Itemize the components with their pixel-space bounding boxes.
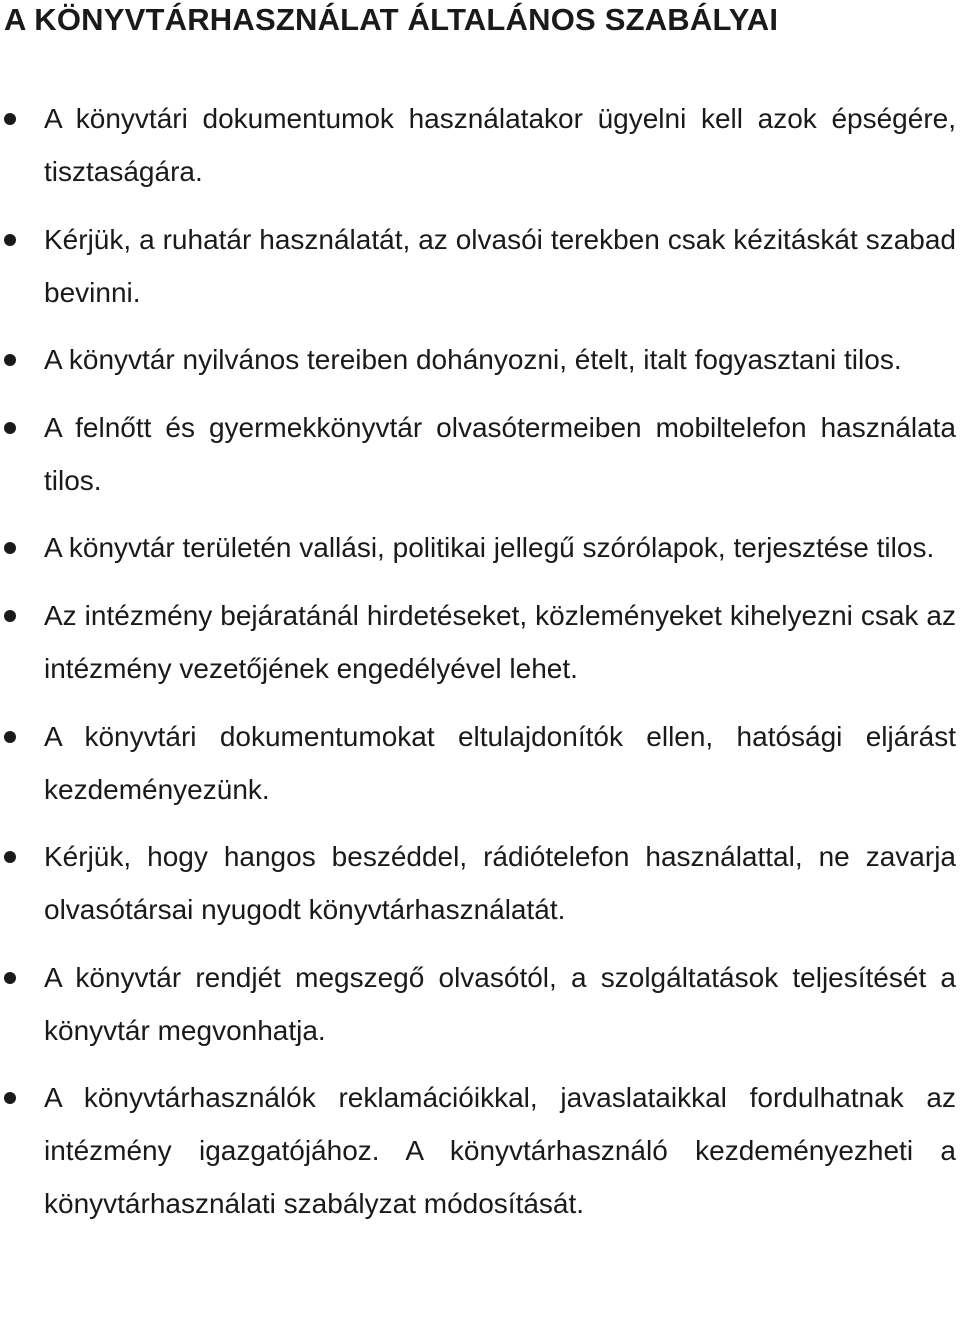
rule-text: A könyvtárhasználók reklamációikkal, javaslataikkal fordulhatnak az intézmény igazgatójához. A könyvtárhasználó kezdeményezheti a könyvtárhasználati szabályzat módosítását. [44, 1082, 956, 1220]
rule-text: A könyvtári dokumentumok használatakor ügyelni kell azok épségére, tisztaságára. [44, 103, 956, 187]
bullet-icon [4, 234, 16, 246]
rule-item [0, 92, 960, 198]
bullet-icon [4, 113, 16, 125]
rule-item [0, 830, 960, 936]
rule-item [0, 710, 960, 816]
rule-item [0, 521, 960, 574]
rule-text: Kérjük, hogy hangos beszéddel, rádiótelefon használattal, ne zavarja olvasótársai nyugodt könyvtárhasználatát. [44, 841, 956, 926]
bullet-icon [4, 422, 16, 434]
bullet-icon [4, 972, 16, 984]
rule-text: A könyvtár területén vallási, politikai jellegű szórólapok, terjesztése tilos. [44, 532, 935, 564]
rule-text: A könyvtári dokumentumokat eltulajdonítók ellen, hatósági eljárást kezdeményezünk. [44, 720, 956, 805]
rule-item [0, 333, 960, 386]
rule-item [0, 401, 960, 507]
rule-text: A könyvtár nyilvános tereiben dohányozni, ételt, italt fogyasztani tilos. [44, 344, 902, 376]
rule-item [0, 589, 960, 695]
bullet-icon [4, 542, 16, 554]
rule-item [0, 951, 960, 1057]
bullet-icon [4, 610, 16, 622]
rule-item [0, 213, 960, 319]
rule-text: A könyvtár rendjét megszegő olvasótól, a szolgáltatások teljesítését a könyvtár megvonhatja. [44, 961, 956, 1046]
rule-text: A felnőtt és gyermekkönyvtár olvasótermeiben mobiltelefon használata tilos. [44, 411, 956, 496]
bullet-icon [4, 731, 16, 743]
bullet-icon [4, 354, 16, 366]
rule-text: Az intézmény bejáratánál hirdetéseket, közleményeket kihelyezni csak az intézmény vezetőjének engedélyével lehet. [44, 599, 956, 684]
rule-text: Kérjük, a ruhatár használatát, az olvasói terekben csak kézitáskát szabad bevinni. [44, 223, 956, 308]
bullet-icon [4, 851, 16, 863]
rules-list [0, 92, 960, 1245]
document-title: A KÖNYVTÁRHASZNÁLAT ÁLTALÁNOS SZABÁLYAI [4, 2, 779, 37]
bullet-icon [4, 1092, 16, 1104]
rule-item [0, 1071, 960, 1230]
